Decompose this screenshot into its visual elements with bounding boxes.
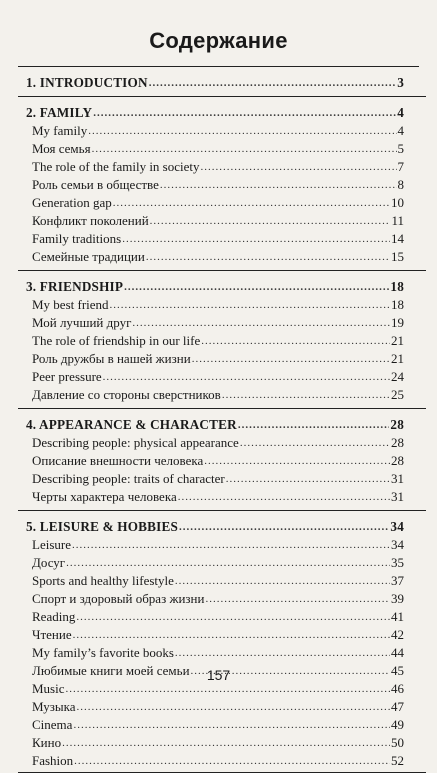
toc-entry-title: Leisure [32,537,71,552]
toc-entry-title: My best friend [32,297,109,312]
toc-leader-dots [74,752,390,770]
toc-leader-dots [124,278,389,296]
toc-page-number: 28 [391,435,404,450]
section-separator [18,270,426,271]
toc-leader-dots [93,104,396,122]
toc-entry[interactable] [26,194,404,212]
toc-section-title: 4. APPEARANCE & CHARACTER [26,417,237,432]
toc-entry[interactable] [26,332,404,350]
toc-section-title: 1. INTRODUCTION [26,75,148,90]
toc-page-number: 37 [391,573,404,588]
toc-leader-dots [238,416,390,434]
toc-leader-dots [92,140,397,158]
toc-page-number: 14 [391,231,404,246]
toc-page-number: 7 [397,159,404,174]
toc-entry-title: Describing people: physical appearance [32,435,239,450]
toc-section-heading[interactable] [26,104,404,122]
toc-leader-dots [226,470,390,488]
toc-page-number: 19 [391,315,404,330]
toc-entry[interactable] [26,140,404,158]
toc-section-title: 3. FRIENDSHIP [26,279,124,294]
toc-page-number: 50 [391,735,404,750]
toc-leader-dots [149,74,397,92]
toc-leader-dots [201,332,390,350]
toc-entry[interactable] [26,536,404,554]
toc-entry[interactable] [26,470,404,488]
toc-entry[interactable] [26,296,404,314]
toc-page-number: 5 [397,141,404,156]
toc-section-heading[interactable] [26,518,404,536]
toc-page-number: 18 [390,279,404,294]
toc-leader-dots [122,230,390,248]
toc-leader-dots [205,590,390,608]
toc-entry-title: Черты характера человека [32,489,177,504]
toc-entry[interactable] [26,752,404,770]
toc-entry[interactable] [26,626,404,644]
toc-entry[interactable] [26,434,404,452]
title-rule [18,66,419,67]
toc-leader-dots [110,296,390,314]
toc-leader-dots [66,554,390,572]
toc-leader-dots [150,212,391,230]
toc-page-number: 42 [391,627,404,642]
toc-leader-dots [204,452,390,470]
toc-page-number: 34 [390,519,404,534]
toc-page-number: 52 [391,753,404,768]
toc-leader-dots [88,122,396,140]
toc-entry[interactable] [26,158,404,176]
toc-entry[interactable] [26,368,404,386]
toc-entry-title: Generation gap [32,195,112,210]
toc-page-number: 18 [391,297,404,312]
toc-page-number: 4 [397,123,404,138]
toc-section-heading[interactable] [26,278,404,296]
toc-entry-title: Describing people: traits of character [32,471,225,486]
toc-entry-title: My family’s favorite books [32,645,174,660]
toc-entry-title: Семейные традиции [32,249,145,264]
toc-entry-title: Cinema [32,717,73,732]
toc-entry-title: My family [32,123,88,138]
toc-page-number: 15 [391,249,404,264]
toc-entry[interactable] [26,608,404,626]
toc-entry[interactable] [26,554,404,572]
toc-entry[interactable] [26,314,404,332]
toc-entry-title: Конфликт поколений [32,213,149,228]
page-number: 157 [206,667,231,683]
toc-page-number: 25 [391,387,404,402]
toc-leader-dots [192,350,390,368]
toc-entry[interactable] [26,230,404,248]
toc-entry-title: Peer pressure [32,369,102,384]
toc-entry-title: The role of the family in society [32,159,200,174]
toc-entry-title: Music [32,681,65,696]
toc-page-number: 46 [391,681,404,696]
toc-leader-dots [76,608,390,626]
toc-page-number: 21 [391,333,404,348]
toc-leader-dots [73,716,390,734]
toc-section-heading[interactable] [26,416,404,434]
toc-entry-title: Роль семьи в обществе [32,177,159,192]
toc-page-number: 44 [391,645,404,660]
toc-page-number: 47 [391,699,404,714]
toc-entry[interactable] [26,122,404,140]
toc-entry[interactable] [26,350,404,368]
toc-entry[interactable] [26,176,404,194]
toc-entry-title: Музыка [32,699,76,714]
toc-leader-dots [146,248,390,266]
toc-leader-dots [160,176,397,194]
toc-page-number: 24 [391,369,404,384]
toc-leader-dots [72,536,390,554]
section-separator [18,510,426,511]
toc-leader-dots [73,626,390,644]
toc-entry-title: Кино [32,735,62,750]
toc-entry-title: Любимые книги моей семьи [32,663,190,678]
toc-page-number: 11 [391,213,404,228]
toc-page-number: 41 [391,609,404,624]
toc-entry[interactable] [26,716,404,734]
toc-leader-dots [132,314,390,332]
toc-entry[interactable] [26,572,404,590]
toc-page-number: 39 [391,591,404,606]
toc-entry[interactable] [26,248,404,266]
toc-leader-dots [222,386,390,404]
toc-entry-title: Sports and healthy lifestyle [32,573,174,588]
toc-leader-dots [62,734,390,752]
toc-entry-title: Досуг [32,555,66,570]
toc-entry-title: Спорт и здоровый образ жизни [32,591,205,606]
toc-page-number: 10 [391,195,404,210]
toc-entry-title: Моя семья [32,141,91,156]
toc-page-number: 8 [397,177,404,192]
toc-page-number: 34 [391,537,404,552]
toc-page-number: 3 [397,75,404,90]
toc-page-number: 31 [391,489,404,504]
toc-entry[interactable] [26,734,404,752]
toc-section-heading[interactable] [26,74,404,92]
toc-entry[interactable] [26,644,404,662]
toc-section-title: 5. LEISURE & HOBBIES [26,519,179,534]
toc-entry[interactable] [26,488,404,506]
toc-entry-title: Family traditions [32,231,122,246]
toc-entry-title: Роль дружбы в нашей жизни [32,351,191,366]
toc-leader-dots [240,434,390,452]
toc-page-number: 21 [391,351,404,366]
toc-entry-title: Reading [32,609,76,624]
toc-section-title: 2. FAMILY [26,105,93,120]
toc-leader-dots [113,194,390,212]
toc-page-number: 28 [391,453,404,468]
toc-leader-dots [175,644,390,662]
section-separator [18,96,426,97]
toc-page-number: 49 [391,717,404,732]
toc-entry[interactable] [26,386,404,404]
toc-page-number: 4 [397,105,404,120]
toc-entry[interactable] [26,590,404,608]
toc-entry[interactable] [26,452,404,470]
toc-leader-dots [175,572,390,590]
toc-entry-title: Fashion [32,753,74,768]
toc-leader-dots [201,158,397,176]
toc-entry[interactable] [26,212,404,230]
toc-entry-title: The role of friendship in our life [32,333,201,348]
toc-entry-title: Описание внешности человека [32,453,204,468]
toc-entry-title: Чтение [32,627,72,642]
toc-entry-title: Мой лучший друг [32,315,132,330]
section-separator [18,408,426,409]
toc-leader-dots [178,488,390,506]
toc-leader-dots [77,698,391,716]
toc-entry[interactable] [26,698,404,716]
toc-page-number: 45 [391,663,404,678]
toc-page-number: 31 [391,471,404,486]
toc-leader-dots [103,368,390,386]
toc-leader-dots [179,518,389,536]
page-title: Содержание [149,28,288,53]
toc-entry-title: Давление со стороны сверстников [32,387,221,402]
toc-page-number: 28 [390,417,404,432]
toc-page-number: 35 [391,555,404,570]
